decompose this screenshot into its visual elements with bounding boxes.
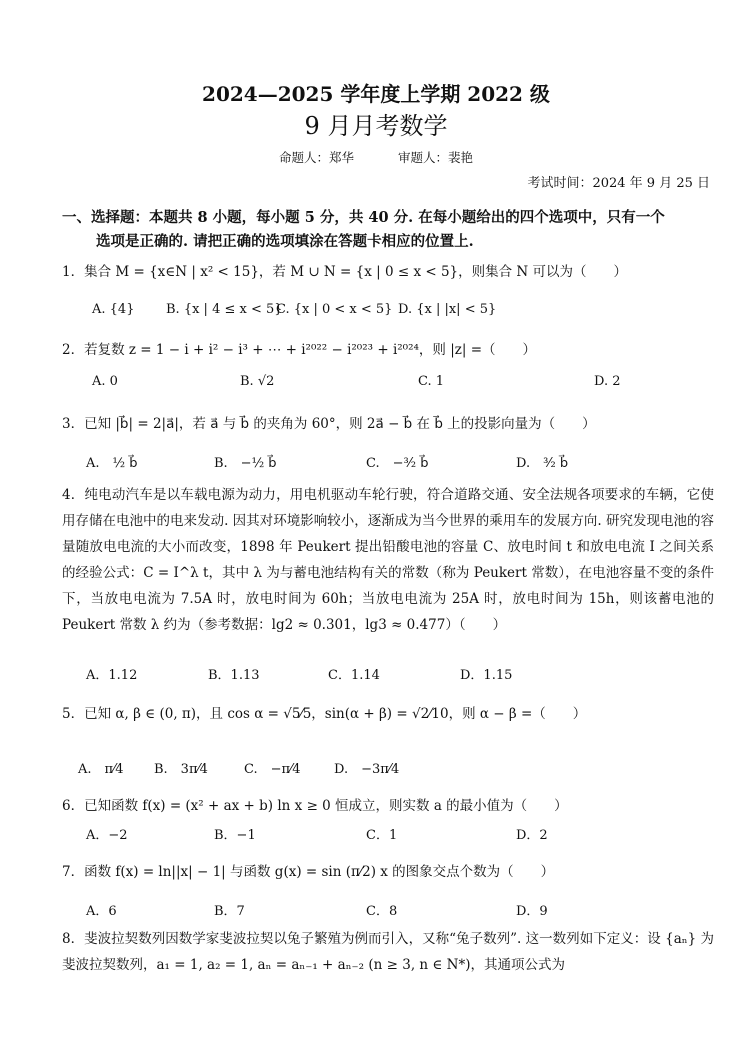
exam-title-line2: 9 月月考数学 xyxy=(304,112,448,140)
question-1-option-d: D. {x | |x| < 5} xyxy=(398,302,497,317)
question-1-option-a: A. {4} xyxy=(92,302,135,317)
question-5-option-b: B. 3π⁄4 xyxy=(154,762,208,777)
question-4-option-c: C．1.14 xyxy=(328,668,380,683)
question-3-option-a: A. ½ b⃗ xyxy=(86,456,138,471)
question-1-stem: 1．集合 M = {x∈N | x² < 15}，若 M ∪ N = {x | 0 ≤ x < 5}，则集合 N 可以为（ ） xyxy=(62,264,628,280)
question-3-stem: 3．已知 |b⃗| = 2|a⃗|，若 a⃗ 与 b⃗ 的夹角为 60°，则 2a⃗ − b⃗ 在 b⃗ 上的投影向量为（ ） xyxy=(62,416,596,432)
question-6-option-d: D．2 xyxy=(516,828,548,843)
question-4-option-d: D．1.15 xyxy=(460,668,513,683)
question-3-option-c: C. −³⁄₂ b⃗ xyxy=(366,456,429,471)
question-7-option-d: D．9 xyxy=(516,904,548,919)
question-1-option-b: B. {x | 4 ≤ x < 5} xyxy=(166,302,283,317)
question-1-option-c: C. {x | 0 < x < 5} xyxy=(276,302,393,317)
question-2-option-d: D. 2 xyxy=(594,374,621,389)
exam-time: 考试时间：2024 年 9 月 25 日 xyxy=(527,176,710,191)
exam-title-line1: 2024—2025 学年度上学期 2022 级 xyxy=(202,82,550,106)
question-7-stem: 7．函数 f(x) = ln||x| − 1| 与函数 g(x) = sin (π⁄2) x 的图象交点个数为（ ） xyxy=(62,864,555,880)
question-7-option-a: A．6 xyxy=(86,904,117,919)
question-4-option-a: A．1.12 xyxy=(86,668,138,683)
question-7-option-c: C．8 xyxy=(366,904,398,919)
question-2-option-a: A. 0 xyxy=(92,374,118,389)
question-2-option-c: C. 1 xyxy=(418,374,445,389)
question-5-option-a: A. π⁄4 xyxy=(78,762,124,777)
question-5-option-d: D. −3π⁄4 xyxy=(334,762,400,777)
question-4-option-b: B．1.13 xyxy=(208,668,260,683)
section-heading-line1: 一、选择题：本题共 8 小题，每小题 5 分，共 40 分. 在每小题给出的四个选项中，只有一个 xyxy=(62,209,665,226)
question-6-option-c: C．1 xyxy=(366,828,398,843)
question-8-stem: 8．斐波拉契数列因数学家斐波拉契以兔子繁殖为例而引入，又称“兔子数列”. 这一数列如下定义：设 {aₙ} 为斐波拉契数列，a₁ = 1, a₂ = 1, aₙ = aₙ₋₁ + aₙ₋₂ (n ≥ 3, n ∈ N*)，其通项公式为 xyxy=(62,931,714,973)
question-5-stem: 5．已知 α, β ∈ (0, π)，且 cos α = √5⁄5，sin(α + β) = √2⁄10，则 α − β =（ ） xyxy=(62,706,587,722)
question-6-option-a: A．−2 xyxy=(86,828,128,843)
section-heading-line2: 选项是正确的. 请把正确的选项填涂在答题卡相应的位置上. xyxy=(96,233,474,250)
setter: 命题人：郑华 xyxy=(278,150,354,165)
question-7-option-b: B．7 xyxy=(214,904,245,919)
question-2-option-b: B. √2 xyxy=(240,374,275,389)
section-heading xyxy=(62,206,722,254)
question-6-stem: 6．已知函数 f(x) = (x² + ax + b) ln x ≥ 0 恒成立，则实数 a 的最小值为（ ） xyxy=(62,798,568,814)
question-3-option-b: B. −½ b⃗ xyxy=(214,456,277,471)
exam-staff xyxy=(0,148,752,166)
reviewer: 审题人：裴艳 xyxy=(397,150,473,165)
question-4-stem: 4．纯电动汽车是以车载电源为动力，用电机驱动车轮行驶，符合道路交通、安全法规各项要求的车辆，它使用存储在电池中的电来发动. 因其对环境影响较小，逐渐成为当今世界的乘用车的发展方向. 研究发现电池的容量随放电电流的大小而改变，1898 年 Peukert 提出铅酸电池的容量 C、放电时间 t 和放电电流 I 之间关系的经验公式：C = I^λ t，其中 λ 为与蓄电池结构有关的常数（称为 Peukert 常数），在电池容量不变的条件下，当放电电流为 7.5A 时，放电时间为 60h；当放电电流为 25A 时，放电时间为 15h，则该蓄电池的 Peukert 常数 λ 约为（参考数据：lg2 ≈ 0.301，lg3 ≈ 0.477）（ ） xyxy=(62,487,714,633)
question-6-option-b: B．−1 xyxy=(214,828,256,843)
question-2-stem: 2．若复数 z = 1 − i + i² − i³ + ⋯ + i²⁰²² − i²⁰²³ + i²⁰²⁴，则 |z| =（ ） xyxy=(62,342,537,358)
question-5-option-c: C. −π⁄4 xyxy=(244,762,301,777)
question-3-option-d: D. ³⁄₂ b⃗ xyxy=(516,456,569,471)
